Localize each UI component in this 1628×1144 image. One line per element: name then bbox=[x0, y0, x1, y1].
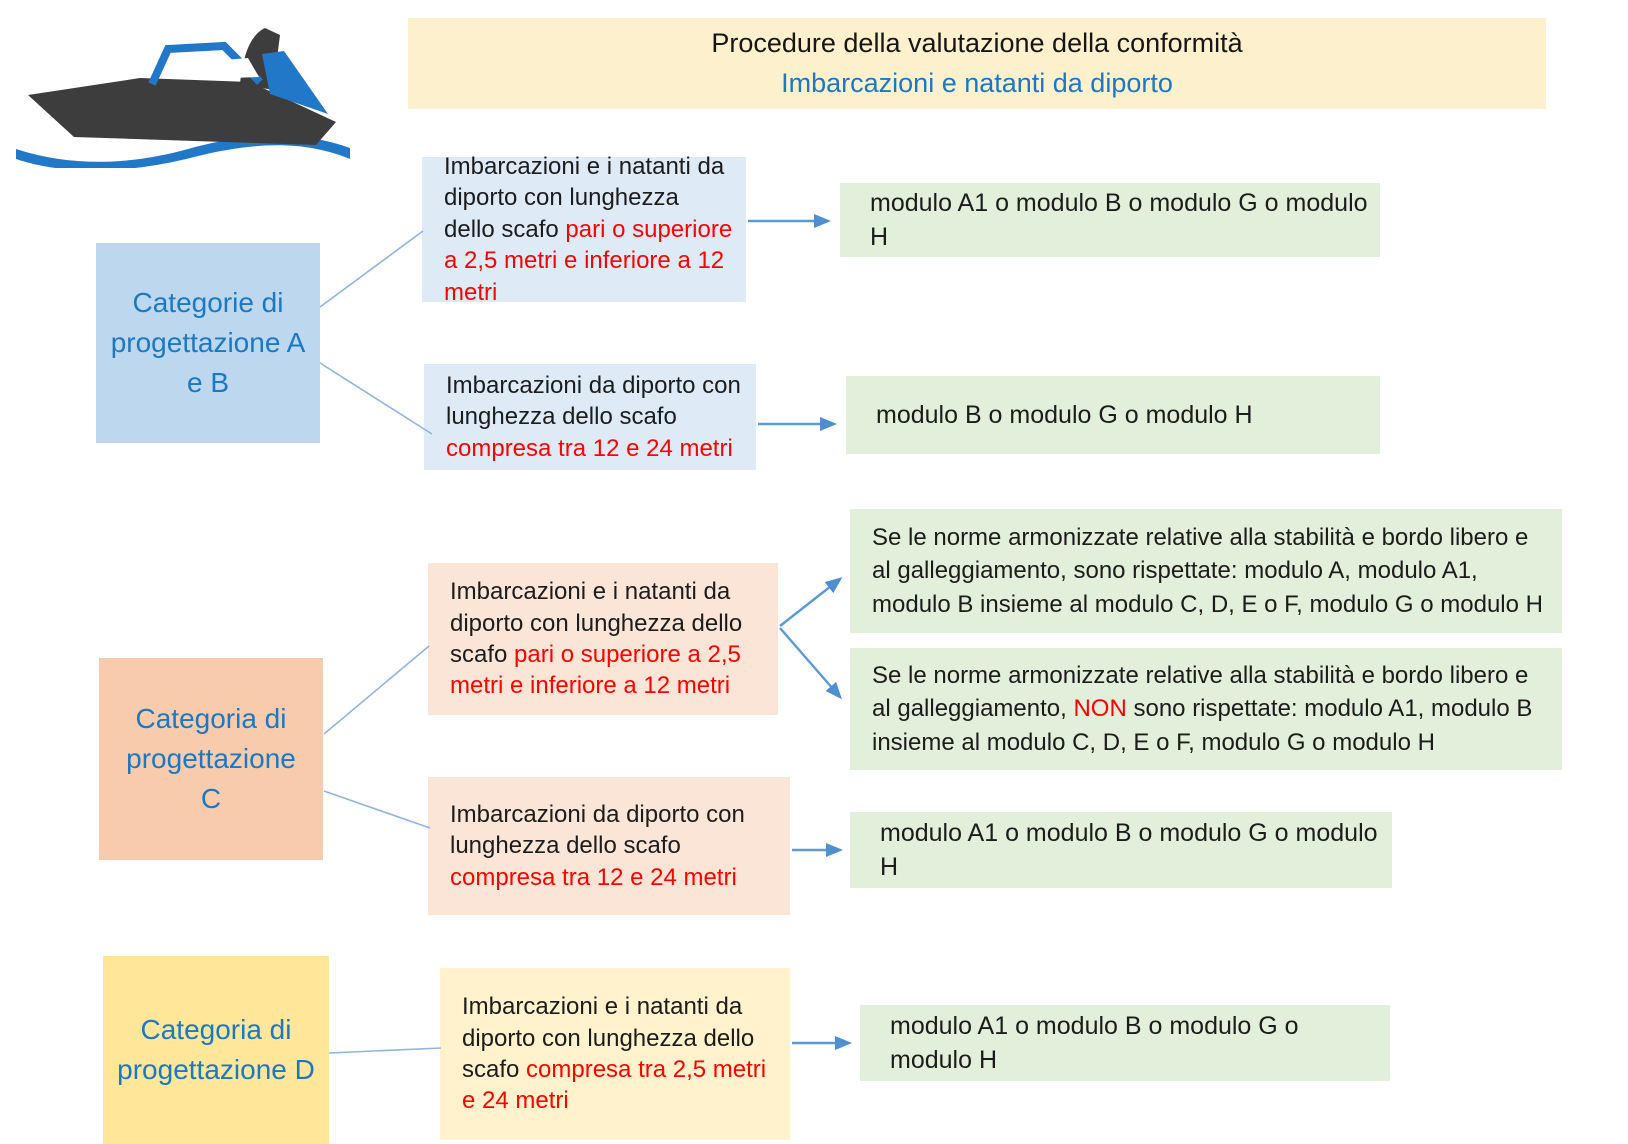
outcome-box-c-norms-not-respected bbox=[850, 648, 1562, 770]
category-box-c bbox=[99, 658, 323, 860]
outcome-box-ab-large bbox=[846, 376, 1380, 454]
condition-highlight: pari o superiore a 2,5 metri e inferiore a 12 metri bbox=[444, 215, 733, 306]
condition-highlight: compresa tra 12 e 24 metri bbox=[446, 434, 733, 462]
condition-box-ab-large bbox=[424, 364, 756, 470]
flow-line-ab-small bbox=[320, 231, 423, 307]
page-subtitle: Imbarcazioni e natanti da diporto bbox=[781, 67, 1173, 98]
outcome-text: modulo A1 o modulo B o modulo G o modulo H bbox=[880, 819, 1378, 881]
condition-highlight: compresa tra 2,5 metri e 24 metri bbox=[462, 1056, 767, 1115]
condition-text: Imbarcazioni da diporto con lunghezza dello scafo compresa tra 12 e 24 metri bbox=[446, 371, 741, 462]
category-label-ab: Categorie di progettazione A e B bbox=[110, 287, 306, 398]
outcome-text: modulo A1 o modulo B o modulo G o modulo H bbox=[890, 1012, 1299, 1074]
outcome-box-c-norms-respected bbox=[850, 509, 1562, 633]
condition-box-ab-small bbox=[422, 152, 746, 306]
outcome-box-c-large bbox=[850, 812, 1392, 888]
category-label-c: Categoria di progettazione C bbox=[126, 703, 296, 814]
condition-text: Imbarcazioni e i natanti da diporto con lunghezza dello scafo pari o superiore a 2,5 metri e inferiore a 12 metri bbox=[444, 152, 733, 306]
flow-arrow-c-ok bbox=[780, 579, 840, 626]
boat-icon bbox=[12, 18, 357, 168]
outcome-highlight: NON bbox=[1073, 695, 1127, 723]
flow-arrow-c-not bbox=[780, 628, 840, 697]
condition-highlight: pari o superiore a 2,5 metri e inferiore a 12 metri bbox=[450, 641, 741, 700]
outcome-text: Se le norme armonizzate relative alla stabilità e bordo libero e al galleggiamento, NON sono rispettate: modulo A1, modulo B insieme al modulo C, D, E o F, modulo G o modulo H bbox=[872, 662, 1533, 756]
header-banner bbox=[408, 18, 1546, 109]
outcome-text: modulo B o modulo G o modulo H bbox=[876, 401, 1253, 429]
outcome-text: modulo A1 o modulo B o modulo G o modulo H bbox=[870, 189, 1368, 251]
condition-highlight: compresa tra 12 e 24 metri bbox=[450, 863, 737, 891]
outcome-text: Se le norme armonizzate relative alla stabilità e bordo libero e al galleggiamento, sono rispettate: modulo A, modulo A1, modulo B insieme al modulo C, D, E o F, modulo G o modulo H bbox=[872, 524, 1543, 618]
condition-box-d-all bbox=[440, 968, 790, 1140]
category-box-d bbox=[103, 956, 329, 1144]
outcome-box-d-all bbox=[860, 1005, 1390, 1081]
condition-box-c-large bbox=[428, 777, 790, 915]
category-label-d: Categoria di progettazione D bbox=[117, 1014, 315, 1085]
category-box-ab bbox=[96, 243, 320, 443]
flow-line-c-large bbox=[324, 791, 430, 828]
flow-line-c-small bbox=[324, 646, 429, 734]
page-title: Procedure della valutazione della conformità bbox=[711, 28, 1243, 59]
flow-line-d bbox=[329, 1048, 441, 1053]
outcome-box-ab-small bbox=[840, 183, 1380, 257]
flow-line-ab-large bbox=[320, 363, 432, 434]
condition-box-c-small bbox=[428, 563, 778, 715]
condition-text: Imbarcazioni e i natanti da diporto con lunghezza dello scafo compresa tra 2,5 metri e 24 metri bbox=[462, 993, 767, 1115]
condition-text: Imbarcazioni da diporto con lunghezza dello scafo compresa tra 12 e 24 metri bbox=[450, 800, 745, 891]
condition-text: Imbarcazioni e i natanti da diporto con lunghezza dello scafo pari o superiore a 2,5 metri e inferiore a 12 metri bbox=[450, 578, 743, 700]
